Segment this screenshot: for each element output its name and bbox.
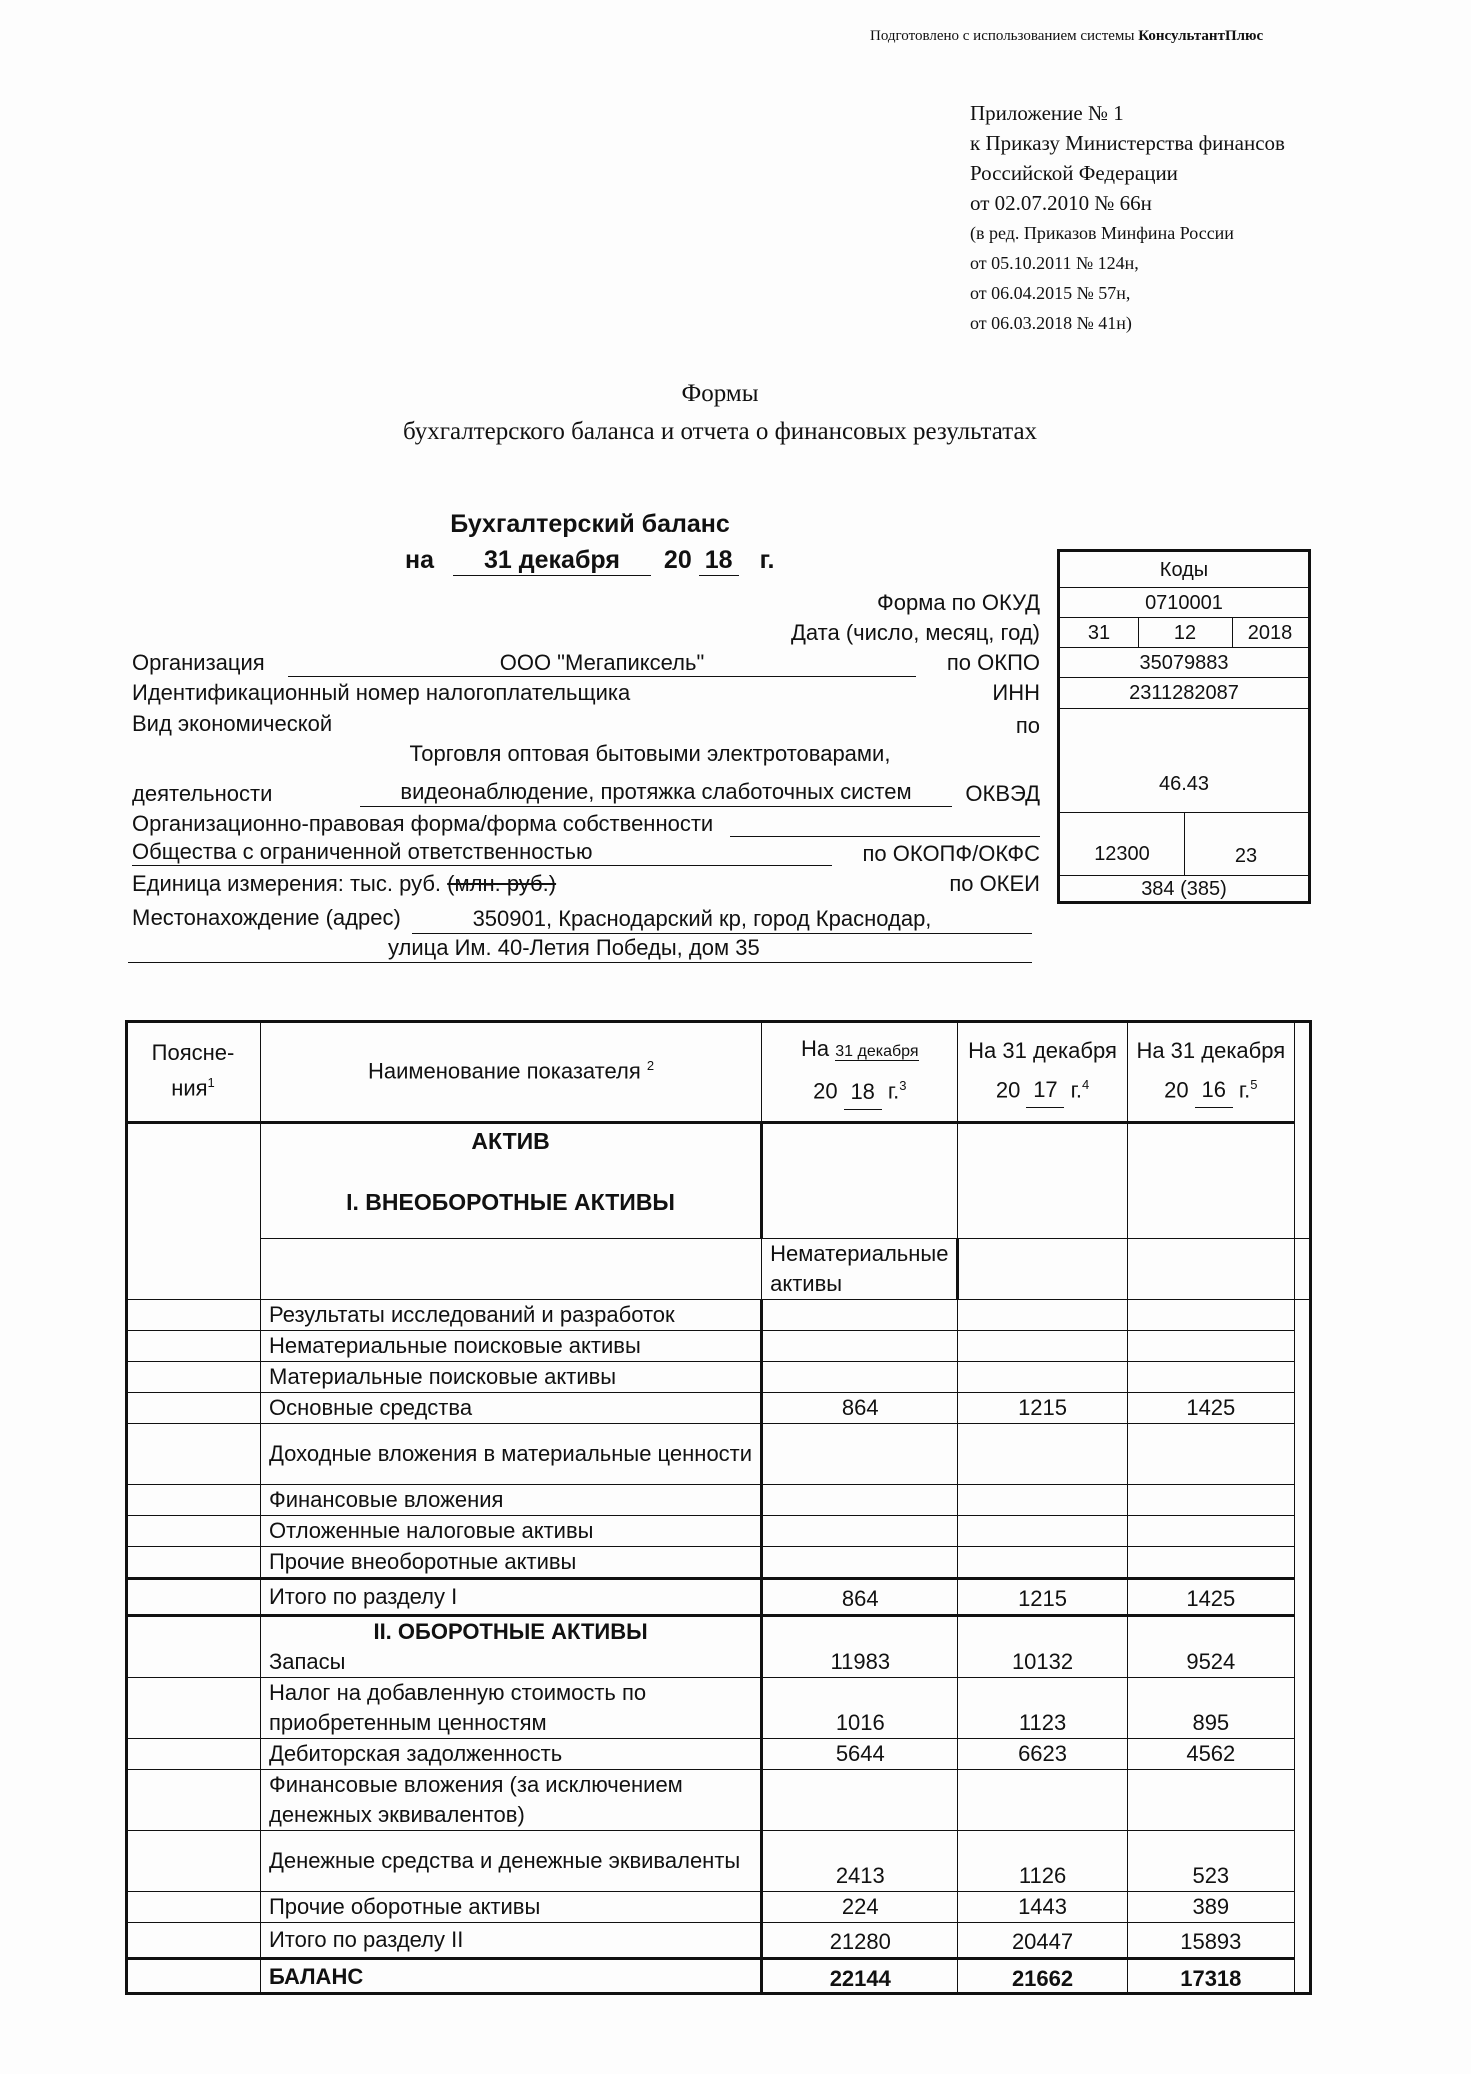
col1-end: г. xyxy=(887,1078,900,1104)
legal-form-value-underline xyxy=(132,865,832,866)
row-label: Нематериальные активы xyxy=(762,1239,958,1300)
codes-box xyxy=(1057,549,1311,904)
value-cell: 523 xyxy=(1127,1831,1294,1892)
year-prefix: 20 xyxy=(663,546,692,574)
notes-cell xyxy=(126,1923,261,1959)
address-line-1: 350901, Краснодарский кр, город Краснодар, xyxy=(472,906,932,931)
col1-year-prefix: 20 xyxy=(813,1078,838,1104)
value-cell xyxy=(762,1300,958,1331)
value-cell: 6623 xyxy=(958,1739,1127,1770)
table-row xyxy=(126,1770,1312,1831)
value-cell xyxy=(762,1331,958,1362)
value-cell xyxy=(958,1424,1127,1485)
row-label: Основные средства xyxy=(260,1393,761,1424)
row-label: Результаты исследований и разработок xyxy=(260,1300,761,1331)
org-label: Организация xyxy=(132,650,265,675)
row-label: Налог на добавленную стоимость по приобретенным ценностям xyxy=(260,1678,761,1739)
col2-year: 17 xyxy=(1026,1073,1064,1108)
okopf-code: 12300 xyxy=(1094,843,1150,865)
org-underline xyxy=(288,676,916,677)
table-row xyxy=(126,1300,1312,1331)
total-row xyxy=(126,1923,1312,1959)
row-label-text: Запасы xyxy=(268,1649,346,1674)
value-cell xyxy=(1127,1770,1294,1831)
activity-label-2: деятельности xyxy=(132,781,273,806)
okopf-divider xyxy=(1184,813,1185,876)
col-2018-year xyxy=(766,1069,953,1109)
notes-cell xyxy=(126,1516,261,1547)
col2-sup: 4 xyxy=(1082,1076,1090,1092)
value-cell: 4562 xyxy=(1127,1739,1294,1770)
value-cell xyxy=(958,1547,1127,1579)
notes-cell xyxy=(126,1678,261,1739)
edition-line: (в ред. Приказов Минфина России xyxy=(970,223,1234,243)
table-row xyxy=(126,1616,1312,1678)
value-cell xyxy=(958,1362,1127,1393)
value-cell: 17318 xyxy=(1127,1959,1294,1995)
notes-cell xyxy=(126,1616,261,1678)
row-label: Итого по разделу I xyxy=(260,1579,761,1616)
date-divider xyxy=(1138,618,1139,648)
balance-date xyxy=(405,546,775,576)
value-cell xyxy=(1127,1362,1294,1393)
okei-code: 384 (385) xyxy=(1141,878,1227,900)
value-cell: 1443 xyxy=(958,1892,1127,1923)
value-cell: 1016 xyxy=(762,1678,958,1739)
value-cell xyxy=(958,1770,1127,1831)
notes-cell xyxy=(126,1892,261,1923)
value-cell: 5644 xyxy=(762,1739,958,1770)
prepared-brand: КонсультантПлюс xyxy=(1138,28,1264,44)
row-label: Прочие оборотные активы xyxy=(260,1892,761,1923)
value-cell: 20447 xyxy=(958,1923,1127,1959)
value-cell xyxy=(762,1547,958,1579)
section2-title: II. ОБОРОТНЫЕ АКТИВЫ xyxy=(373,1619,648,1644)
date-month: 12 xyxy=(1173,622,1197,644)
value-cell xyxy=(1127,1547,1294,1579)
address-underline-1 xyxy=(412,933,1032,934)
row-label: Финансовые вложения (за исключением денежных эквивалентов) xyxy=(260,1770,761,1831)
value-cell xyxy=(1127,1239,1294,1300)
section1-title: I. ВНЕОБОРОТНЫЕ АКТИВЫ xyxy=(346,1189,675,1215)
value-cell: 10132 xyxy=(958,1616,1127,1678)
value-cell: 1123 xyxy=(958,1678,1127,1739)
appendix-line: Приложение № 1 xyxy=(970,101,1124,125)
value-cell xyxy=(762,1516,958,1547)
row-label: БАЛАНС xyxy=(260,1959,761,1995)
legal-form-underline xyxy=(730,836,1040,837)
value-cell xyxy=(1127,1123,1294,1239)
notes-cell xyxy=(126,1300,261,1331)
value-cell: 1126 xyxy=(958,1831,1127,1892)
okpo-label: по ОКПО xyxy=(946,650,1040,675)
col1-year: 18 xyxy=(844,1075,882,1110)
row-label: Денежные средства и денежные эквиваленты xyxy=(260,1831,761,1892)
value-cell xyxy=(762,1485,958,1516)
row-label: Отложенные налоговые активы xyxy=(260,1516,761,1547)
value-cell: 1425 xyxy=(1127,1393,1294,1424)
col-notes-text: Поясне-ния xyxy=(151,1040,235,1101)
total-row xyxy=(126,1579,1312,1616)
col-2016-year xyxy=(1130,1068,1292,1108)
inn-label: Идентификационный номер налогоплательщика xyxy=(132,680,631,705)
unit-text: Единица измерения: тыс. руб. xyxy=(132,871,442,896)
value-cell: 864 xyxy=(762,1393,958,1424)
value-cell: 895 xyxy=(1127,1678,1294,1739)
value-cell: 1215 xyxy=(958,1393,1127,1424)
row-label: Нематериальные поисковые активы xyxy=(260,1331,761,1362)
okfs-code: 23 xyxy=(1234,845,1258,867)
unit-label xyxy=(132,871,556,897)
value-cell xyxy=(1127,1424,1294,1485)
prepared-note xyxy=(870,28,1263,45)
edition-line: от 06.04.2015 № 57н, xyxy=(970,283,1131,303)
col3-sup: 5 xyxy=(1250,1076,1258,1092)
notes-cell xyxy=(126,1362,261,1393)
okopf-label: по ОКОПФ/ОКФС xyxy=(862,841,1040,866)
balance-table xyxy=(125,1020,1312,1995)
okved-label-top: по xyxy=(1015,713,1040,738)
row-label: Дебиторская задолженность xyxy=(260,1739,761,1770)
col2-year-prefix: 20 xyxy=(995,1077,1021,1103)
table-row xyxy=(126,1331,1312,1362)
value-cell: 21280 xyxy=(762,1923,958,1959)
value-cell xyxy=(1127,1516,1294,1547)
notes-cell xyxy=(126,1959,261,1995)
row-label: Материальные поисковые активы xyxy=(260,1362,761,1393)
forms-title: Формы xyxy=(681,380,759,407)
value-cell xyxy=(762,1123,958,1239)
okud-code: 0710001 xyxy=(1060,588,1308,618)
table-row xyxy=(126,1393,1312,1424)
col-name-text: Наименование показателя xyxy=(367,1058,641,1084)
aktiv-title: АКТИВ xyxy=(471,1128,550,1154)
okpo-code: 35079883 xyxy=(1060,648,1308,678)
value-cell xyxy=(1295,1239,1312,1300)
col-notes-sup: 1 xyxy=(207,1075,215,1091)
col1-date: 31 декабря xyxy=(835,1043,919,1061)
section-header-row xyxy=(126,1123,1312,1239)
inn-code-label: ИНН xyxy=(992,680,1040,705)
notes-cell xyxy=(126,1393,261,1424)
value-cell xyxy=(958,1331,1127,1362)
notes-cell xyxy=(126,1547,261,1579)
notes-cell xyxy=(126,1424,261,1485)
address-underline-2 xyxy=(128,962,1032,963)
edition-line: от 06.03.2018 № 41н) xyxy=(970,313,1132,333)
col-2017 xyxy=(958,1021,1127,1123)
value-cell xyxy=(958,1239,1127,1300)
table-row xyxy=(126,1892,1312,1923)
table-row xyxy=(126,1239,1312,1300)
activity-label-1: Вид экономической xyxy=(132,711,333,736)
appendix-line: к Приказу Министерства финансов xyxy=(970,131,1285,155)
col-2018-top xyxy=(766,1032,953,1069)
value-cell xyxy=(762,1362,958,1393)
col-2017-year xyxy=(960,1068,1124,1108)
date-day: 31 xyxy=(1087,622,1111,644)
okved-label: ОКВЭД xyxy=(965,781,1040,806)
row-label: Итого по разделу II xyxy=(260,1923,761,1959)
legal-form-label: Организационно-правовая форма/форма собственности xyxy=(132,811,714,836)
date-label: Дата (число, месяц, год) xyxy=(790,620,1040,645)
value-cell: 224 xyxy=(762,1892,958,1923)
value-cell xyxy=(958,1516,1127,1547)
date-code-row xyxy=(1060,618,1308,648)
notes-cell xyxy=(126,1739,261,1770)
date-day-month: 31 декабря xyxy=(453,546,651,576)
table-row xyxy=(126,1547,1312,1579)
table-row xyxy=(126,1485,1312,1516)
edition-line: от 05.10.2011 № 124н, xyxy=(970,253,1139,273)
notes-cell xyxy=(126,1770,261,1831)
okei-label: по ОКЕИ xyxy=(949,871,1040,896)
notes-cell xyxy=(126,1123,261,1300)
value-cell xyxy=(958,1485,1127,1516)
appendix-line: от 02.07.2010 № 66н xyxy=(970,191,1152,215)
value-cell: 2413 xyxy=(762,1831,958,1892)
aktiv-cell xyxy=(260,1123,761,1239)
legal-form-value: Общества с ограниченной ответственностью xyxy=(132,839,593,864)
value-cell: 9524 xyxy=(1127,1616,1294,1678)
notes-cell xyxy=(260,1239,761,1300)
balance-row xyxy=(126,1959,1312,1995)
notes-cell xyxy=(126,1331,261,1362)
value-cell: 11983 xyxy=(762,1616,958,1678)
value-cell: 22144 xyxy=(762,1959,958,1995)
col2-top: На 31 декабря xyxy=(968,1037,1117,1063)
value-cell: 15893 xyxy=(1127,1923,1294,1959)
table-row xyxy=(126,1678,1312,1739)
value-cell: 389 xyxy=(1127,1892,1294,1923)
value-cell xyxy=(1127,1331,1294,1362)
col-2018 xyxy=(762,1021,958,1123)
date-year: 2018 xyxy=(1247,622,1293,644)
activity-line-1: Торговля оптовая бытовыми электротоварами, xyxy=(409,741,891,766)
table-header xyxy=(126,1021,1312,1123)
year-end: г. xyxy=(759,546,775,574)
value-cell xyxy=(958,1300,1127,1331)
forms-subtitle: бухгалтерского баланса и отчета о финансовых результатах xyxy=(402,418,1038,445)
codes-title: Коды xyxy=(1060,552,1308,588)
row-label: Доходные вложения в материальные ценности xyxy=(260,1424,761,1485)
year-suffix: 18 xyxy=(699,546,739,576)
row-label: Прочие внеоборотные активы xyxy=(260,1547,761,1579)
col3-year: 16 xyxy=(1195,1073,1233,1108)
value-cell xyxy=(1127,1485,1294,1516)
prepared-prefix: Подготовлено с использованием системы xyxy=(870,28,1139,44)
col-name xyxy=(260,1021,761,1123)
table-row xyxy=(126,1516,1312,1547)
value-cell xyxy=(958,1123,1127,1239)
value-cell: 1425 xyxy=(1127,1579,1294,1616)
value-cell: 1215 xyxy=(958,1579,1127,1616)
balance-title: Бухгалтерский баланс xyxy=(450,510,730,538)
activity-line-2: видеонаблюдение, протяжка слаботочных систем xyxy=(400,779,912,804)
col3-year-prefix: 20 xyxy=(1164,1077,1189,1103)
value-cell: 864 xyxy=(762,1579,958,1616)
col3-top: На 31 декабря xyxy=(1136,1037,1286,1063)
table-row xyxy=(126,1424,1312,1485)
value-cell xyxy=(762,1424,958,1485)
date-divider xyxy=(1232,618,1233,648)
col-name-sup: 2 xyxy=(646,1057,655,1073)
notes-cell xyxy=(126,1485,261,1516)
row-label xyxy=(260,1616,761,1678)
activity-underline xyxy=(360,806,952,807)
address-line-2: улица Им. 40-Летия Победы, дом 35 xyxy=(388,935,760,960)
table-row xyxy=(126,1831,1312,1892)
col-notes xyxy=(126,1021,261,1123)
col2-end: г. xyxy=(1070,1077,1083,1103)
value-cell xyxy=(1127,1300,1294,1331)
col-2016 xyxy=(1127,1021,1294,1123)
notes-cell xyxy=(126,1831,261,1892)
okved-code: 46.43 xyxy=(1060,709,1308,813)
table-row xyxy=(126,1739,1312,1770)
notes-cell xyxy=(126,1579,261,1616)
appendix-block xyxy=(970,98,1285,338)
table-row xyxy=(126,1362,1312,1393)
okud-label: Форма по ОКУД xyxy=(877,590,1040,615)
okopf-row xyxy=(1060,813,1308,876)
value-cell: 21662 xyxy=(958,1959,1127,1995)
value-cell xyxy=(762,1770,958,1831)
row-label: Финансовые вложения xyxy=(260,1485,761,1516)
address-label: Местонахождение (адрес) xyxy=(132,905,401,930)
appendix-line: Российской Федерации xyxy=(970,161,1178,185)
unit-struck: (млн. руб.) xyxy=(447,871,557,896)
col1-top: На xyxy=(801,1036,830,1062)
on-label: на xyxy=(405,546,435,574)
org-name: ООО "Мегапиксель" xyxy=(499,650,705,675)
col3-end: г. xyxy=(1238,1077,1251,1103)
inn-code: 2311282087 xyxy=(1060,678,1308,709)
col1-sup: 3 xyxy=(899,1078,907,1094)
